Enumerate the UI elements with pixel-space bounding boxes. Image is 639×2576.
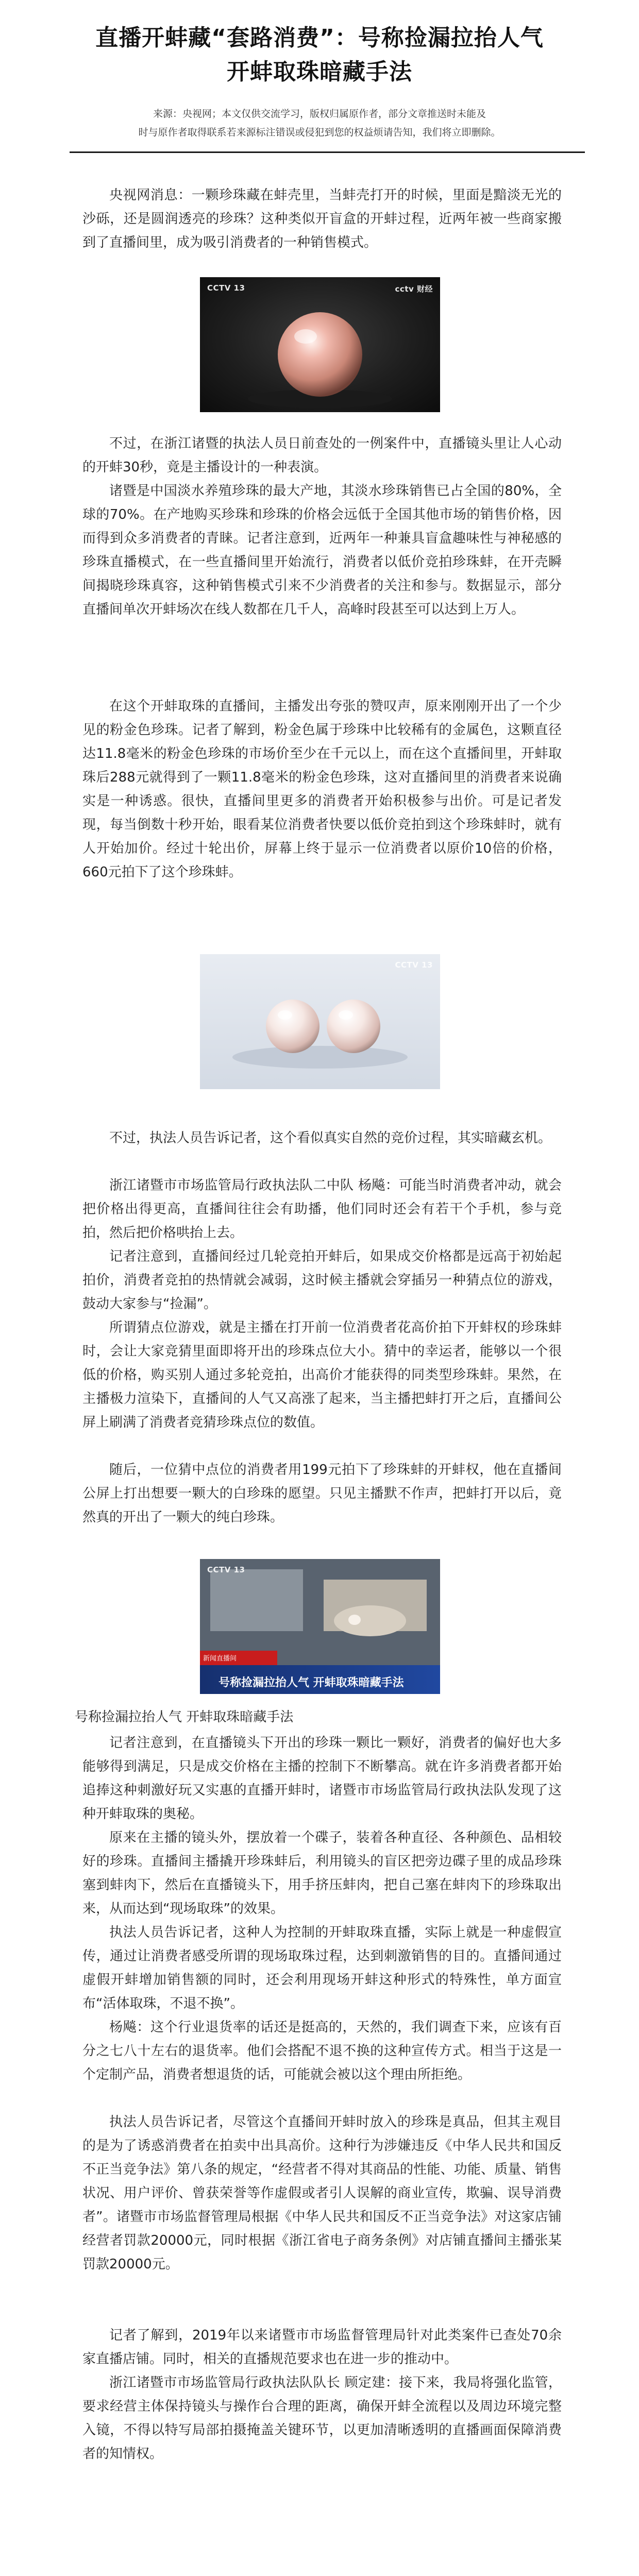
paragraph-intro: 央视网消息：一颗珍珠藏在蚌壳里，当蚌壳打开的时候，里面是黯淡无光的沙砾，还是圆润透亮的珍珠？这种类似开盲盒的开蚌过程，近两年被一些商家搬到了直播间里，成为吸引消费者的一种销售模式。 — [82, 188, 562, 250]
paragraph-3: 诸暨是中国淡水养殖珍珠的最大产地，其淡水珍珠销售已占全国的80%，全球的70%。在产地购买珍珠和珍珠的价格会远低于全国其他市场的销售价格，因而得到众多消费者的青睐。记者注意到，近两年一种兼具盲盒趣味性与神秘感的珍珠直播模式，在一些直播间里开始流行，消费者以低价竞拍珍珠蚌，在开壳瞬间揭晓珍珠真容，这种销售模式引来不少消费者的关注和参与。数据显示，部分直播间单次开蚌场次在线人数都在几千人，高峰时段甚至可以达到上万人。 — [82, 483, 562, 617]
news-subtitle: 号称捡漏拉抬人气 开蚌取珠暗藏手法 — [218, 1676, 404, 1689]
paragraph-10: 记者注意到，在直播镜头下开出的珍珠一颗比一颗好，消费者的偏好也大多能够得到满足，只是成交价格在主播的控制下不断攀高。就在许多消费者都开始追捧这种刺激好玩又实惠的直播开蚌时，诸暨市市场监管局行政执法队发现了这种开蚌取珠的奥秘。 — [82, 1735, 562, 1822]
paragraph-14: 执法人员告诉记者，尽管这个直播间开蚌时放入的珍珠是真品，但其主观目的是为了诱惑消费者在拍卖中出具高价。这种行为涉嫌违反《中华人民共和国反不正当竞争法》第八条的规定，“经营者不得对其商品的性能、功能、质量、销售状况、用户评价、曾获荣誉等作虚假或者引人误解的商业宣传，欺骗、误导消费者”。诸暨市市场监督管理局根据《中华人民共和国反不正当竞争法》对这家店铺经营者罚款20000元，同时根据《浙江省电子商务条例》对店铺直播间主播张某罚款20000元。 — [82, 2114, 562, 2272]
paragraph-9: 随后，一位猜中点位的消费者用199元拍下了珍珠蚌的开蚌权，他在直播间公屏上打出想要一颗大的白珍珠的愿望。只见主播默不作声，把蚌打开以后，竟然真的开出了一颗大的纯白珍珠。 — [82, 1462, 562, 1525]
paragraph-16: 浙江诸暨市市场监管局行政执法队队长 顾定建：接下来，我局将强化监管，要求经营主体保持镜头与操作台合理的距离，确保开蚌全流程以及周边环境完整入镜，不得以特写局部拍摄掩盖关键环节，以更加清晰透明的直播画面保障消费者的知情权。 — [82, 2375, 562, 2462]
news-broadcast-image — [200, 1559, 440, 1694]
paragraph-11: 原来在主播的镜头外，摆放着一个碟子，装着各种直径、各种颜色、品相较好的珍珠。直播间主播撬开珍珠蚌后，利用镜头的盲区把旁边碟子里的成品珍珠塞到蚌肉下，然后在直播镜头下，用手挤压蚌肉，把自己塞在蚌肉下的珍珠取出来，从而达到“现场取珠”的效果。 — [82, 1830, 562, 1917]
news-program-tag: 新闻直播间 — [203, 1655, 237, 1663]
paragraph-5: 不过，执法人员告诉记者，这个看似真实自然的竞价过程，其实暗藏玄机。 — [109, 1130, 552, 1146]
paragraph-8: 所谓猜点位游戏，就是主播在打开前一位消费者花高价拍下开蚌权的珍珠蚌时，会让大家竞猜里面即将开出的珍珠点位大小。猜中的幸运者，能够以一个很低的价格，购买别人通过多轮竞拍，出高价才能获得的同类型珍珠蚌。果然，在主播极力渲染下，直播间的人气又高涨了起来，当主播把蚌打开之后，直播间公屏上刷满了消费者竞猜珍珠点位的数值。 — [82, 1320, 562, 1430]
pearl-illustration — [200, 277, 440, 412]
paragraph-6: 浙江诸暨市市场监管局行政执法队二中队 杨飚：可能当时消费者冲动，就会把价格出得更高，直播间往往会有助播，他们同时还会有若干个手机，参与竞拍，然后把价格哄抬上去。 — [82, 1178, 562, 1241]
pearls-illustration — [200, 954, 440, 1089]
article-title-line-2: 开蚌取珠暗藏手法 — [227, 59, 412, 85]
channel-logo: CCTV 13 — [395, 960, 433, 970]
channel-logo-left: CCTV 13 — [207, 1565, 245, 1574]
paragraph-13: 杨飚：这个行业退货率的话还是挺高的，天然的，我们调查下来，应该有百分之七八十左右的退货率。他们会搭配不退不换的这种宣传方式。相当于这是一个定制产品，消费者想退货的话，可能就会被以这个理由所拒绝。 — [82, 2020, 562, 2082]
paragraph-4: 在这个开蚌取珠的直播间，主播发出夸张的赞叹声，原来刚刚开出了一个少见的粉金色珍珠。记者了解到，粉金色属于珍珠中比较稀有的金属色，这颗直径达11.8毫米的粉金色珍珠的市场价至少在千元以上，而在这个直播间里，开蚌取珠后288元就得到了一颗11.8毫米的粉金色珍珠，这对直播间里的消费者来说确实是一种诱惑。很快，直播间里更多的消费者开始积极参与出价。可是记者发现，每当倒数十秒开始，眼看某位消费者快要以低价竞拍到这个珍珠蚌时，就有人开始加价。经过十轮出价，屏幕上终于显示一位消费者以原价10倍的价格，660元拍下了这个珍珠蚌。 — [82, 699, 562, 880]
paragraph-15: 记者了解到，2019年以来诸暨市市场监督管理局针对此类案件已查处70余家直播店铺。同时，相关的直播规范要求也在进一步的推动中。 — [82, 2328, 562, 2367]
two-pearls-image — [200, 954, 440, 1089]
source-note-line-2: 时与原作者取得联系若来源标注错误或侵犯到您的权益烦请告知，我们将立即删除。 — [138, 127, 501, 138]
paragraph-7: 记者注意到，直播间经过几轮竞拍开蚌后，如果成交价格都是远高于初始起拍价，消费者竞拍的热情就会减弱，这时候主播就会穿插另一种猜点位的游戏，鼓动大家参与“捡漏”。 — [82, 1249, 562, 1312]
paragraph-12: 执法人员告诉记者，这种人为控制的开蚌取珠直播，实际上就是一种虚假宣传，通过让消费者感受所谓的现场取珠过程，达到刺激销售的目的。直播间通过虚假开蚌增加销售额的同时，还会利用现场开蚌这种形式的特殊性，单方面宣布“活体取珠，不退不换”。 — [82, 1925, 562, 2011]
channel-logo-right: cctv 财经 — [395, 284, 433, 294]
image-caption: 号称捡漏拉抬人气 开蚌取珠暗藏手法 — [75, 1709, 294, 1725]
article-title-line-1: 直播开蚌藏“套路消费”：号称捡漏拉抬人气 — [95, 25, 544, 51]
channel-logo-left: CCTV 13 — [207, 283, 245, 293]
header-divider — [70, 151, 585, 153]
pink-pearl-image — [200, 277, 440, 412]
source-note-line-1: 来源：央视网；本文仅供交流学习，版权归属原作者，部分文章推送时未能及 — [153, 108, 486, 120]
paragraph-2: 不过，在浙江诸暨的执法人员日前查处的一例案件中，直播镜头里让人心动的开蚌30秒，竟是主播设计的一种表演。 — [82, 436, 562, 475]
